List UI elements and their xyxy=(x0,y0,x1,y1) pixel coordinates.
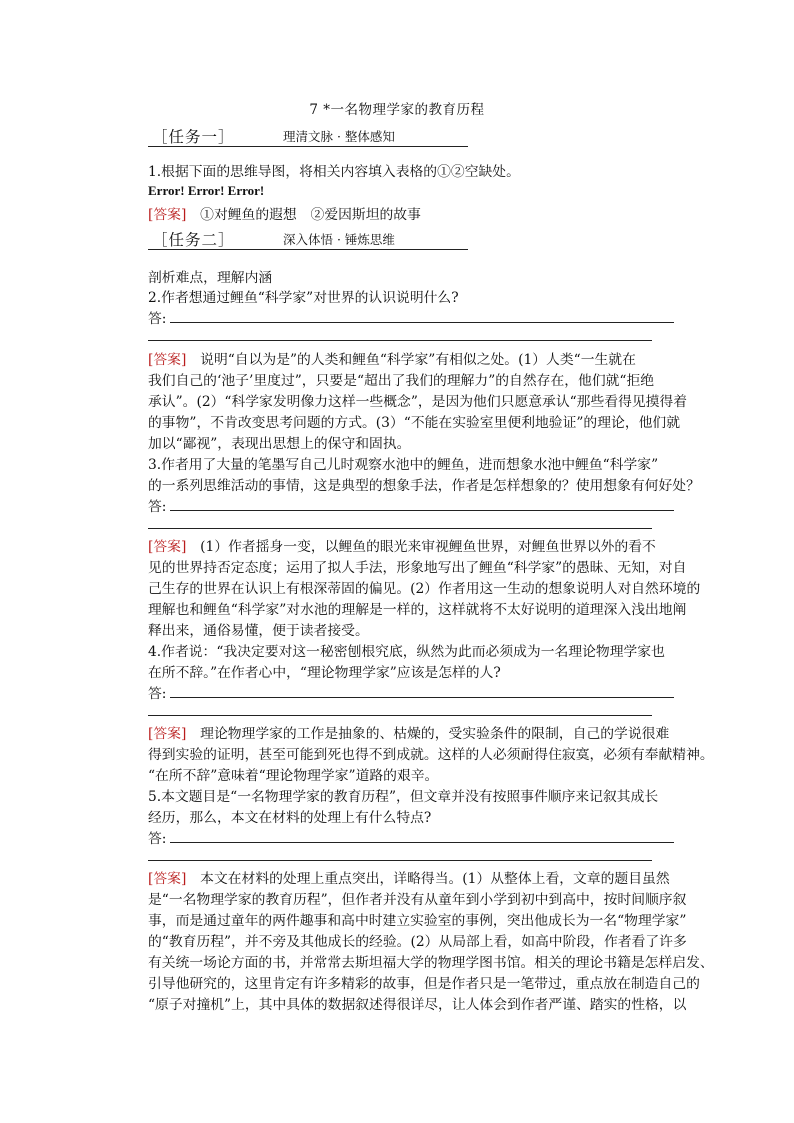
q5-answer-text: 本文在材料的处理上重点突出，详略得当。(1）从整体上看，文章的题目虽然 xyxy=(200,871,670,887)
q5-answer-line: 的“教育历程”，并不旁及其他成长的经验。(2）从局部上看，如高中阶段，作者看了许多 xyxy=(148,934,687,950)
q3-answer-line: 释出来，通俗易懂，便于读者接受。 xyxy=(148,623,369,639)
q4-answer-line: 得到实验的证明，甚至可能到死也得不到成就。这样的人必须耐得住寂寞，必须有奉献精神。 xyxy=(148,747,714,763)
error-text: Error! Error! Error! xyxy=(148,183,265,198)
q1-answer-text: ①对鲤鱼的遐想 ②爱因斯坦的故事 xyxy=(200,207,421,223)
section-heading: 剖析难点，理解内涵 xyxy=(148,270,273,286)
q2-answer-line: 承认”。(2）“科学家发明像力这样一些概念”，是因为他们只愿意承认“那些看得见摸得着 xyxy=(148,394,688,410)
q3-answer-line: 见的世界持否定态度；运用了拟人手法，形象地写出了鲤鱼“科学家”的愚昧、无知，对自 xyxy=(148,560,687,576)
q5-answer-line xyxy=(148,867,674,887)
q1-answer xyxy=(148,203,674,223)
q5-question: 经历，那么，本文在材料的处理上有什么特点? xyxy=(148,810,432,826)
q4-answer-blank-2[interactable] xyxy=(148,715,652,716)
q4-question: 4.作者说：“我决定要对这一秘密刨根究底，纵然为此而必须成为一名理论物理学家也 xyxy=(148,644,665,660)
q4-answer-blank[interactable] xyxy=(170,697,674,698)
task-one-label: ［任务一］ xyxy=(152,128,235,146)
answer-tag: [答案] xyxy=(148,207,187,223)
q5-answer-blank-2[interactable] xyxy=(148,860,652,861)
q5-answer-blank[interactable] xyxy=(170,842,674,843)
q4-answer-label: 答: xyxy=(148,686,167,702)
q4-answer-text: 理论物理学家的工作是抽象的、枯燥的，受实验条件的限制，自己的学说很难 xyxy=(200,726,670,742)
q2-answer-line: 的事物”，不肯改变思考问题的方式。(3）“不能在实验室里便利地验证”的理论，他们就 xyxy=(148,415,681,431)
q3-question: 3.作者用了大量的笔墨写自己儿时观察水池中的鲤鱼，进而想象水池中鲤鱼“科学家” xyxy=(148,457,659,473)
q5-answer-label: 答: xyxy=(148,831,167,847)
q2-answer-label: 答: xyxy=(148,311,167,327)
task-one-subtitle: 理清文脉 · 整体感知 xyxy=(283,129,395,144)
q2-answer-line: 加以“鄙视”，表现出思想上的保守和固执。 xyxy=(148,436,411,452)
q2-answer-line xyxy=(148,348,674,368)
q4-answer-line xyxy=(148,722,674,742)
q2-answer-line: 我们自己的‘池子’里度过”，只要是“超出了我们的理解力”的自然存在，他们就“拒绝 xyxy=(148,373,655,389)
q3-answer-line: 己生存的世界在认识上有根深蒂固的偏见。(2）作者用这一生动的想象说明人对自然环境的 xyxy=(148,581,701,597)
q3-question: 的一系列思维活动的事情，这是典型的想象手法，作者是怎样想象的？使用想象有何好处？ xyxy=(148,478,700,494)
q5-question: 5.本文题目是“一名物理学家的教育历程”，但文章并没有按照事件顺序来记叙其成长 xyxy=(148,789,659,805)
q3-answer-line xyxy=(148,535,674,555)
q3-answer-label: 答: xyxy=(148,499,167,515)
q3-answer-blank[interactable] xyxy=(170,510,674,511)
q3-answer-blank-2[interactable] xyxy=(148,528,652,529)
document-title: 7 *一名物理学家的教育历程 xyxy=(309,102,485,118)
task-two-label: ［任务二］ xyxy=(152,231,235,249)
q1-text: 1.根据下面的思维导图，将相关内容填入表格的①②空缺处。 xyxy=(148,164,520,180)
q2-question: 2.作者想通过鲤鱼“科学家”对世界的认识说明什么? xyxy=(148,290,459,306)
q4-answer-line: “在所不辞”意味着“理论物理学家”道路的艰辛。 xyxy=(148,768,439,784)
q5-answer-line: 是“一名物理学家的教育历程”，但作者并没有从童年到小学到初中到高中，按时间顺序叙 xyxy=(148,892,687,908)
q3-answer-text: (1）作者摇身一变，以鲤鱼的眼光来审视鲤鱼世界，对鲤鱼世界以外的看不 xyxy=(200,539,656,555)
q5-answer-line: 有关统一场论方面的书，并常常去斯坦福大学的物理学图书馆。相关的理论书籍是怎样启发、 xyxy=(148,955,714,971)
q2-answer-blank-2[interactable] xyxy=(148,340,652,341)
task-two-header xyxy=(148,229,468,250)
q2-answer-text: 说明“自以为是”的人类和鲤鱼“科学家”有相似之处。(1）人类“一生就在 xyxy=(200,352,636,368)
q2-answer-blank[interactable] xyxy=(170,322,674,323)
answer-tag: [答案] xyxy=(148,539,187,555)
task-one-header xyxy=(148,126,468,147)
answer-tag: [答案] xyxy=(148,352,187,368)
q5-answer-line: 事，而是通过童年的两件趣事和高中时建立实验室的事例，突出他成长为一名“物理学家” xyxy=(148,913,687,929)
q5-answer-line: 引导他研究的，这里肯定有许多精彩的故事，但是作者只是一笔带过，重点放在制造自己的 xyxy=(148,976,700,992)
q4-question: 在所不辞。”在作者心中，“理论物理学家”应该是怎样的人? xyxy=(148,665,501,681)
q5-answer-line: “原子对撞机”上，其中具体的数据叙述得很详尽，让人体会到作者严谨、踏实的性格，以 xyxy=(148,997,687,1013)
answer-tag: [答案] xyxy=(148,726,187,742)
answer-tag: [答案] xyxy=(148,871,187,887)
q3-answer-line: 理解也和鲤鱼“科学家”对水池的理解是一样的，这样就将不太好说明的道理深入浅出地阐 xyxy=(148,602,687,618)
task-two-subtitle: 深入体悟 · 锤炼思维 xyxy=(283,232,395,247)
